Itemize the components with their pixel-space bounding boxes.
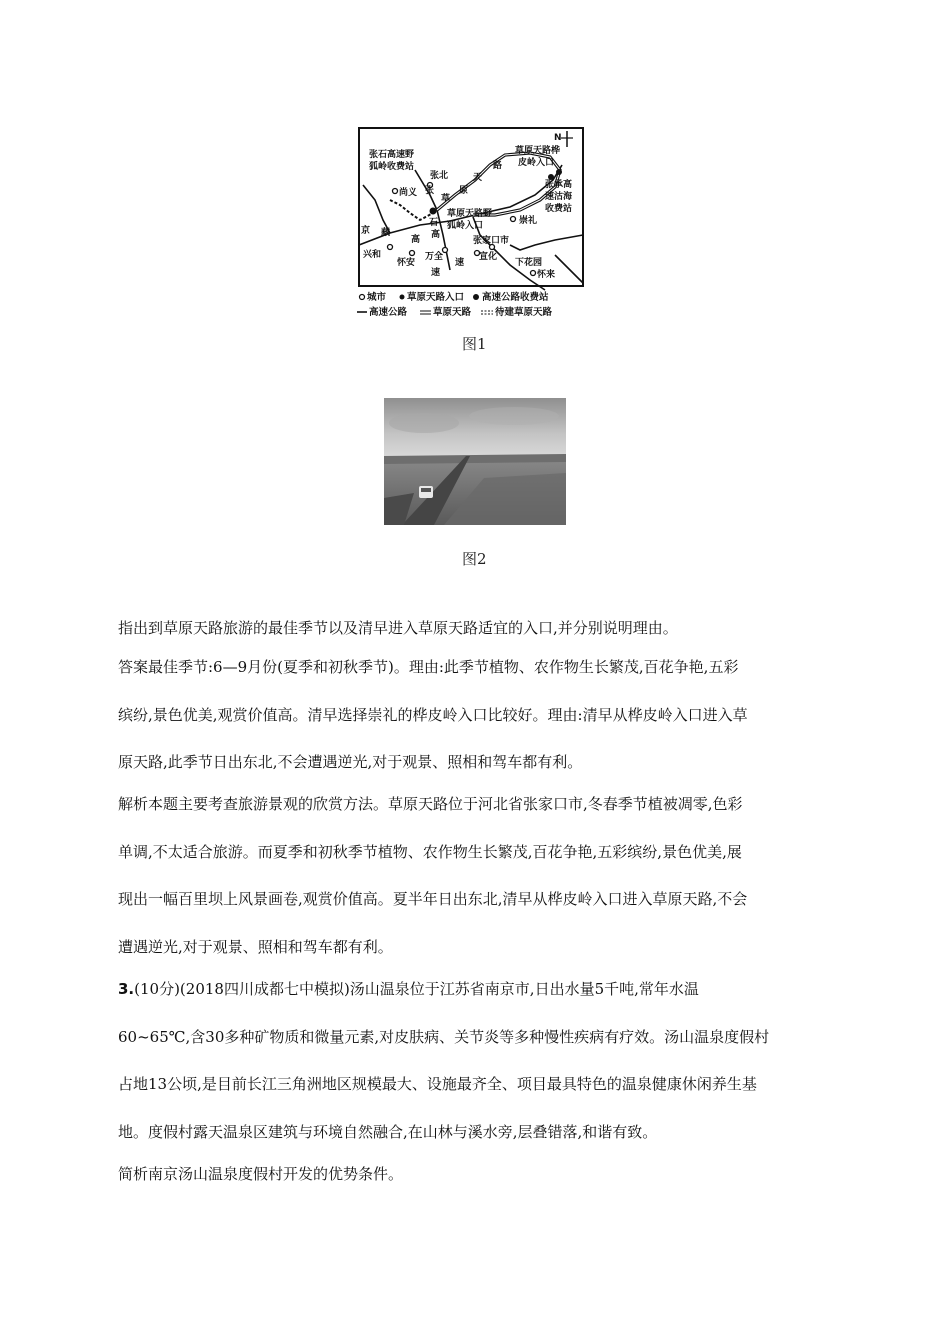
label-cao: 草: [441, 194, 451, 204]
label-xinghe: 兴和: [363, 250, 382, 260]
label-zhangshi-toll-2: 狐岭收费站: [369, 162, 415, 172]
toll-marker: [556, 169, 562, 175]
label-entrance-huapiling-2: 皮岭入口: [518, 158, 555, 168]
label-wanquan: 万全: [425, 252, 444, 262]
label-zang: 藏: [381, 228, 391, 238]
label-tian: 天: [473, 173, 483, 183]
label-shi: 石: [429, 218, 439, 228]
figure2-caption: 图2: [462, 550, 487, 568]
label-zhangcheng-toll-2: 速沽海: [545, 192, 573, 202]
label-xuanhua: 宣化: [479, 252, 498, 262]
label-entrance-huapiling-1: 草原天路桦: [515, 146, 561, 156]
label-shangyi: 尚义: [399, 188, 418, 198]
label-su1: 速: [431, 268, 441, 278]
legend-toll: 高速公路收费站: [482, 292, 549, 303]
label-gao2: 高: [411, 235, 421, 245]
label-huaian: 怀安: [397, 258, 416, 268]
label-chongli: 崇礼: [519, 216, 538, 226]
answer-line-3: 原天路,此季节日出东北,不会遭遇逆光,对于观景、照相和驾车都有利。: [118, 753, 583, 771]
analysis-line-4: 遭遇逆光,对于观景、照相和驾车都有利。: [118, 938, 393, 956]
label-zhangjiakou: 张家口市: [473, 236, 510, 246]
q3-line-4: 地。度假村露天温泉区建筑与环境自然融合,在山林与溪水旁,层叠错落,和谐有致。: [118, 1123, 658, 1141]
legend-planned: 待建草原天路: [495, 307, 553, 318]
analysis-line-1: 解析本题主要考查旅游景观的欣赏方法。草原天路位于河北省张家口市,冬春季节植被凋零,色彩: [118, 795, 743, 813]
q3-number: 3.: [118, 980, 135, 998]
label-zhangcheng-toll-1: 张承高: [545, 180, 573, 190]
label-zhang: 张: [425, 186, 435, 196]
label-zhangcheng-toll-3: 收费站: [545, 204, 573, 214]
map-figure: [355, 125, 595, 320]
q3-line-1-text: (10分)(2018四川成都七中模拟)汤山温泉位于江苏省南京市,日出水量5千吨,常年水温: [134, 980, 699, 998]
label-xiahuayuan: 下花园: [515, 258, 543, 268]
q2-prompt: 指出到草原天路旅游的最佳季节以及清早进入草原天路适宜的入口,并分别说明理由。: [118, 619, 678, 637]
figure1-caption: 图1: [462, 335, 487, 353]
analysis-line-2: 单调,不太适合旅游。而夏季和初秋季节植物、农作物生长繁茂,百花争艳,五彩缤纷,景色优美,展: [118, 843, 742, 861]
label-entrance-yehuling-1: 草原天路野: [447, 209, 493, 219]
entrance-marker: [430, 208, 437, 215]
q3-prompt: 简析南京汤山温泉度假村开发的优势条件。: [118, 1165, 404, 1183]
north-label: N: [554, 133, 562, 143]
q3-line-1: [118, 978, 699, 1000]
legend-highway: 高速公路: [369, 307, 408, 318]
q3-line-2: 60~65℃,含30多种矿物质和微量元素,对皮肤病、关节炎等多种慢性疾病有疗效。汤山温泉度假村: [118, 1028, 770, 1046]
label-zhangbei: 张北: [430, 171, 449, 181]
label-yuan: 原: [459, 186, 469, 196]
answer-line-2: 缤纷,景色优美,观赏价值高。清早选择崇礼的桦皮岭入口比较好。理由:清早从桦皮岭入口进入草: [118, 706, 748, 724]
label-huailai: 怀来: [537, 270, 556, 280]
analysis-line-3: 现出一幅百里坝上风景画卷,观赏价值高。夏半年日出东北,清早从桦皮岭入口进入草原天路,不会: [118, 890, 748, 908]
label-su2: 速: [455, 258, 465, 268]
label-zhangshi-toll-1: 张石高速野: [369, 150, 415, 160]
q3-line-3: 占地13公顷,是目前长江三角洲地区规模最大、设施最齐全、项目最具特色的温泉健康休闲养生基: [118, 1075, 757, 1093]
legend-city: 城市: [367, 292, 387, 303]
label-lu: 路: [493, 161, 503, 171]
legend: [357, 291, 553, 318]
label-jing: 京: [361, 226, 371, 236]
legend-entrance: 草原天路入口: [407, 292, 465, 303]
label-entrance-yehuling-2: 狐岭入口: [447, 221, 484, 231]
legend-skyroad: 草原天路: [433, 307, 472, 318]
label-gao1: 高: [431, 230, 441, 240]
answer-line-1: 答案最佳季节:6—9月份(夏季和初秋季节)。理由:此季节植物、农作物生长繁茂,百花争艳,五彩: [118, 658, 739, 676]
road-photo: [384, 398, 566, 525]
